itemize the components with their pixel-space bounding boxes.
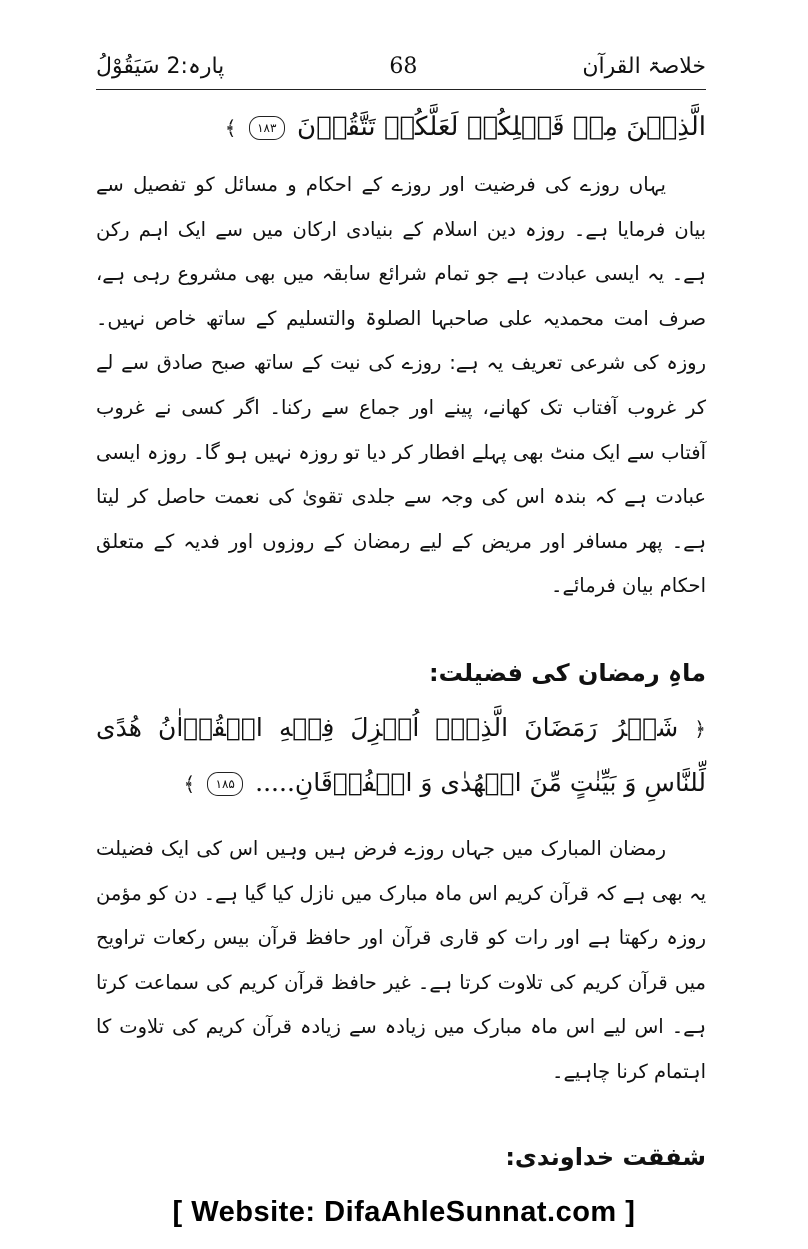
body-paragraph: یہاں روزے کی فرضیت اور روزے کے احکام و مسائل کو تفصیل سے بیان فرمایا ہے۔ روزہ دین اسلام کے بنیادی ارکان میں سے ایک اہم رکن ہے۔ یہ ایسی عبادت ہے جو تمام شرائع سابقہ میں بھی مشروع رہی ہے، صرف امت محمدیہ علی صاحبہا الصلوۃ والتسلیم کے ساتھ خاص نہیں۔ روزہ کی شرعی تعریف یہ ہے: روزے کی نیت کے ساتھ صبح صادق سے لے کر غروب آفتاب تک کھانے، پینے اور جماع سے رکنا۔ اگر کسی نے غروب آفتاب سے ایک منٹ بھی پہلے افطار کر دیا تو روزہ نہیں ہو گا۔ روزہ ایسی عبادت ہے کہ بندہ اس کی وجہ سے جلدی تقویٰ کی نعمت حاصل کر لیتا ہے۔ پھر مسافر اور مریض کے لیے رمضان کے روزوں اور فدیہ کے متعلق احکام بیان فرمائے۔ bbox=[96, 173, 706, 598]
verse-number-marker: ۱۸۵ bbox=[207, 772, 243, 796]
verse-number-marker: ۱۸۳ bbox=[249, 116, 285, 140]
quran-verse-183 bbox=[96, 98, 706, 157]
section-heading-ramadan-virtue: ماہِ رمضان کی فضیلت: bbox=[428, 658, 706, 687]
verse-text: الَّذِیۡنَ مِنۡ قَبۡلِکُمۡ لَعَلَّکُمۡ تَتَّقُوۡنَ bbox=[297, 112, 706, 142]
verse-text: شَهۡرُ رَمَضَانَ الَّذِیۡۤ اُنۡزِلَ فِیۡهِ الۡقُرۡاٰنُ هُدًی لِّلنَّاسِ وَ بَیِّنٰتٍ مِّنَ الۡهُدٰی وَ الۡفُرۡقَانِ..... bbox=[96, 712, 706, 797]
header-divider bbox=[96, 89, 706, 90]
website-watermark: [ Website: DifaAhleSunnat.com ] bbox=[172, 1196, 636, 1228]
book-title: خلاصۃ القرآن bbox=[582, 53, 706, 79]
closing-ornate-bracket: ﴾ bbox=[183, 771, 196, 796]
closing-ornate-bracket: ﴾ bbox=[224, 116, 237, 140]
opening-ornate-bracket: ﴿ bbox=[694, 716, 707, 741]
page-header bbox=[96, 46, 706, 86]
body-paragraph: رمضان المبارک میں جہاں روزے فرض ہیں وہیں اس کی ایک فضیلت یہ بھی ہے کہ قرآن کریم اس ماہ مبارک میں نازل کیا گیا ہے۔ دن کو مؤمن روزہ رکھتا ہے اور رات کو قاری قرآن اور حافظ قرآن بیس رکعات تراویح میں قرآن کریم کی تلاوت کرتا ہے۔ غیر حافظ قرآن کریم کی سماعت کرتا ہے۔ اس لیے اس ماہ مبارک میں زیادہ سے زیادہ قرآن کریم کی تلاوت کا اہتمام کرنا چاہیے۔ bbox=[96, 836, 706, 1083]
page-number: 68 bbox=[389, 53, 418, 79]
quran-verse-185 bbox=[96, 701, 706, 811]
section-heading-divine-mercy: شفقت خداوندی: bbox=[505, 1142, 706, 1171]
page-body bbox=[96, 98, 706, 1183]
para-label: پارہ:2 سَیَقُوْلُ bbox=[96, 53, 225, 79]
